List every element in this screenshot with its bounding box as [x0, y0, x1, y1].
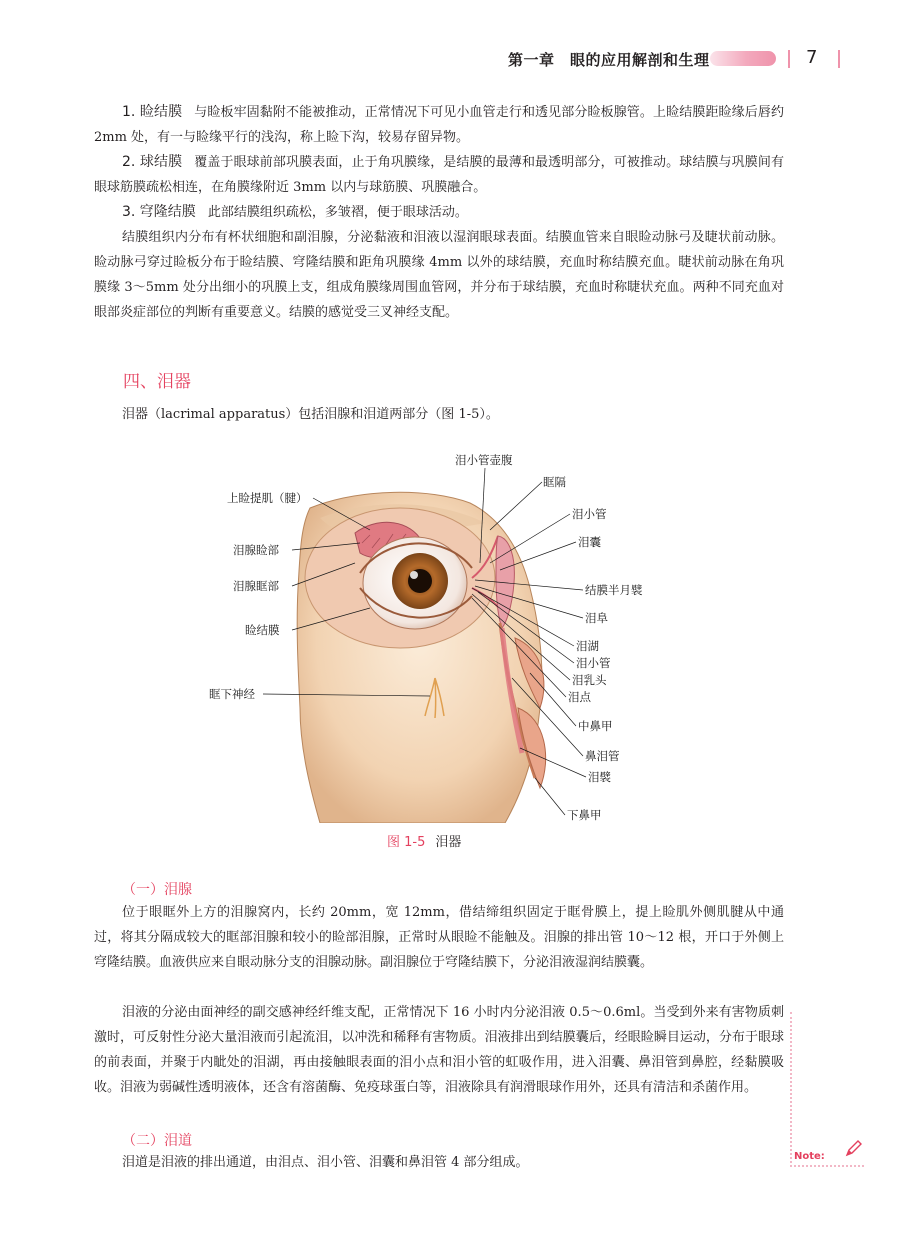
label-orbital-septum: 眶隔	[543, 475, 566, 489]
paragraph-lacrimal-gland: 位于眼眶外上方的泪腺窝内，长约 20mm，宽 12mm，借结缔组织固定于眶骨膜上，提上睑肌外侧肌腱从中通过，将其分隔成较大的眶部泪腺和较小的睑部泪腺，正常时从眼睑不能触及。泪腺的排出管 10～12 根，开口于外侧上穹隆结膜。血液供应来自眼动脉分支的泪腺动脉。副泪腺位于穹隆结膜下，分泌泪液湿润结膜囊。	[94, 905, 784, 970]
label-infraorbital-nerve: 眶下神经	[209, 687, 255, 701]
paragraph-text: 覆盖于眼球前部巩膜表面，止于角巩膜缘，是结膜的最薄和最透明部分，可被推动。球结膜与巩膜间有眼球筋膜疏松相连，在角膜缘附近 3mm 以内与球筋膜、巩膜融合。	[94, 155, 784, 195]
subsection-heading-lacrimal-passage: （二）泪道	[122, 1133, 192, 1149]
label-levator: 上睑提肌（腱）	[227, 491, 308, 505]
paragraph-palpebral-conjunctiva	[94, 100, 784, 150]
note-label: Note:	[794, 1151, 825, 1162]
label-gland-palpebral: 泪腺睑部	[233, 543, 279, 557]
paragraph-lacrimal-passage: 泪道是泪液的排出通道，由泪点、泪小管、泪囊和鼻泪管 4 部分组成。	[122, 1155, 529, 1170]
paragraph-fornix-conjunctiva	[94, 200, 784, 225]
paragraph-text: 此部结膜组织疏松，多皱褶，便于眼球活动。	[207, 205, 468, 220]
chapter-title: 第一章 眼的应用解剖和生理	[508, 51, 710, 69]
term-label: 1. 睑结膜	[122, 104, 183, 120]
label-lacrimal-fold: 泪襞	[588, 770, 611, 784]
paragraph-tear-secretion: 泪液的分泌由面神经的副交感神经纤维支配，正常情况下 16 小时内分泌泪液 0.5～0.6ml。当受到外来有害物质刺激时，可反射性分泌大量泪液而引起流泪，以冲洗和稀释有害物质。泪液排出到结膜囊后，经眼睑瞬目运动，分布于眼球的前表面，并聚于内眦处的泪湖，再由接触眼表面的泪小点和泪小管的虹吸作用，进入泪囊、鼻泪管到鼻腔，经黏膜吸收。泪液为弱碱性透明液体，还含有溶菌酶、免疫球蛋白等，泪液除具有润滑眼球作用外，还具有清洁和杀菌作用。	[94, 1005, 784, 1095]
paragraph-lacrimal-intro: 泪器（lacrimal apparatus）包括泪腺和泪道两部分（图 1-5）。	[122, 407, 499, 422]
label-plica: 结膜半月襞	[585, 583, 643, 597]
pupil-highlight	[410, 571, 418, 579]
label-papilla: 泪乳头	[572, 673, 607, 687]
label-nasolacrimal-duct: 鼻泪管	[585, 749, 620, 763]
section-heading: 四、泪器	[123, 372, 191, 392]
label-gland-orbital: 泪腺眶部	[233, 579, 279, 593]
label-palpebral-conj: 睑结膜	[245, 623, 280, 637]
header-divider	[838, 50, 840, 68]
label-caruncle: 泪阜	[585, 611, 608, 625]
label-punctum: 泪点	[568, 690, 591, 704]
paragraph-bulbar-conjunctiva	[94, 150, 784, 200]
header-decoration-bar	[710, 51, 776, 66]
page-number: 7	[806, 47, 818, 68]
label-lacrimal-sac-top: 泪囊	[578, 535, 601, 549]
note-underline	[790, 1165, 864, 1167]
label-canaliculus-mid: 泪小管	[576, 656, 611, 670]
figure-number: 图 1-5	[387, 835, 426, 850]
subsection-heading-lacrimal-gland: （一）泪腺	[122, 882, 192, 898]
label-canaliculus-ampulla: 泪小管壶腹	[455, 453, 513, 467]
term-label: 2. 球结膜	[122, 154, 183, 170]
pencil-icon	[843, 1137, 865, 1159]
lacrimal-apparatus-illustration	[200, 448, 670, 823]
term-label: 3. 穹隆结膜	[122, 204, 196, 220]
label-lacrimal-lake: 泪湖	[576, 639, 599, 653]
label-canaliculus-top: 泪小管	[572, 507, 607, 521]
paragraph-text: 与睑板牢固黏附不能被推动，正常情况下可见小血管走行和透见部分睑板腺管。上睑结膜距睑缘后唇约 2mm 处，有一与睑缘平行的浅沟，称上睑下沟，较易存留异物。	[94, 105, 784, 145]
figure-name: 泪器	[435, 835, 462, 850]
paragraph-conjunctiva-vessels: 结膜组织内分布有杯状细胞和副泪腺，分泌黏液和泪液以湿润眼球表面。结膜血管来自眼睑动脉弓及睫状前动脉。睑动脉弓穿过睑板分布于睑结膜、穹隆结膜和距角巩膜缘 4mm 以外的球结膜，充血时称结膜充血。睫状前动脉在角巩膜缘 3～5mm 处分出细小的巩膜上支，组成角膜缘周围血管网，并分布于球结膜，充血时称睫状充血。两种不同充血对眼部炎症部位的判断有重要意义。结膜的感觉受三叉神经支配。	[94, 230, 784, 320]
label-inferior-turbinate: 下鼻甲	[567, 808, 602, 822]
header-divider	[788, 50, 790, 68]
figure-caption	[387, 831, 461, 850]
label-middle-turbinate: 中鼻甲	[578, 719, 613, 733]
